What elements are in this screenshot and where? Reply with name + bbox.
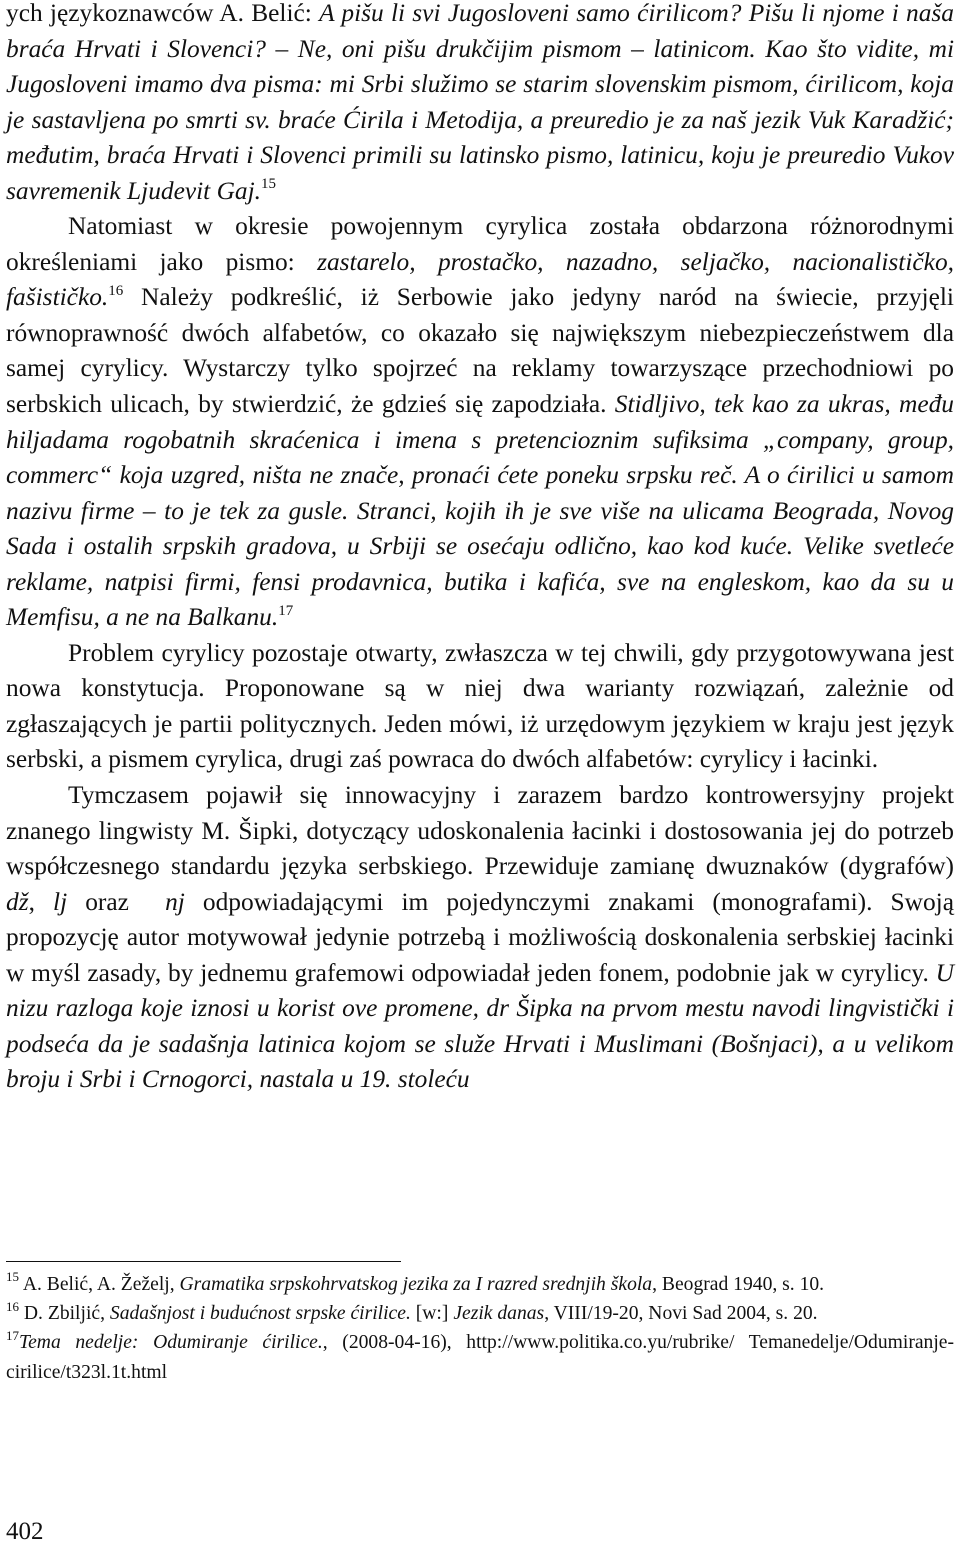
paragraph-sipka-project: [6, 778, 954, 1098]
footnote-15: [6, 1270, 954, 1299]
text-run: Natomiast w okresie powojennym cyrylica została obdarzona różnorodnymi określeniami jako pismo:: [6, 212, 954, 276]
italic-quote: U nizu razloga koje iznosi u korist ove promene, dr Šipka na prvom mestu navodi lingvistički i podseća da je sadašnja latinica kojom se služe Hrvati i Muslimani (Bošnjaci), a u velikom broju i Srbi i Crnogorci, nastala u 19. stoleću: [6, 958, 954, 1094]
text-run: D. Zbiljić,: [19, 1303, 110, 1325]
text-run: odpowiadającymi im pojedynczymi znakami (monografami). Swoją propozycję autor motywował jedynie potrzebą i możliwością doskonalenia serbskiej łacinki w myśl zasady, by jednemu grafemowi odpowiadał jeden fonem, podobnie jak w cyrylicy.: [6, 887, 954, 987]
paragraph-cyrillic-labels: [6, 209, 954, 636]
footnote-title: Tema nedelje: Odumiranje ćirilice.: [19, 1332, 323, 1354]
italic-quote: A pišu li svi Jugosloveni samo ćirilicom? Pišu li njome i naša braća Hrvati i Slovenci? – Ne, oni pišu drukčijim pismom – latinicom. Kao što vidite, mi Jugosloveni imamo dva pisma: mi Srbi služimo se starim slovenskim pismom, ćirilicom, koja je sastavljena po smrti sv. braće Ćirila i Metodija, a preuredio je za naš jezik Vuk Karadžić; međutim, braća Hrvati i Slovenci primili su latinsko pismo, latinicu, koju je preuredio Vukov savremenik Ljudevit Gaj.: [6, 0, 954, 205]
footnote-number: 15: [6, 1269, 19, 1285]
footnote-title: Sadašnjost i budućnost srpske ćirilice.: [109, 1303, 411, 1325]
footnote-ref-15: 15: [261, 176, 277, 193]
footnote-title: Gramatika srpskohrvatskog jezika za I razred srednjih škola: [179, 1274, 653, 1295]
footnote-16: [6, 1299, 954, 1328]
text-run: , VIII/19-20, Novi Sad 2004, s. 20.: [544, 1303, 818, 1325]
digraph-nj: nj: [165, 887, 185, 916]
italic-labels: zastarelo, prostačko, nazadno, seljačko, nacionalističko, fašističko.: [6, 247, 954, 312]
footnote-number: 17: [6, 1327, 19, 1343]
digraph-dz: dž: [6, 887, 29, 916]
text-run: [w:]: [410, 1303, 454, 1325]
paragraph-constitution: Problem cyrylicy pozostaje otwarty, zwłaszcza w tej chwili, gdy przygotowywana jest nowa konstytucja. Proponowane są w niej dwa warianty rozwiązań, zależnie od zgłaszających je partii politycznych. Jeden mówi, iż urzędowym językiem w kraju jest język serbski, a pismem cyrylica, drugi zaś powraca do dwóch alfabetów: cyrylicy i łacinki.: [6, 638, 954, 774]
paragraph-quote-continuation: [6, 0, 954, 209]
text-run: Należy podkreślić, iż Serbowie jako jedyny naród na świecie, przyjęli równoprawność dwóch alfabetów, co okazało się największym niebezpieczeństwem dla samej cyrylicy. Wystarczy tylko spojrzeć na reklamy towarzyszące przechodniowi po serbskich ulicach, by stwierdzić, że gdzieś się zapodziała.: [6, 283, 954, 419]
text-run: ych językoznawców A. Belić:: [6, 0, 320, 27]
footnotes: [6, 1270, 954, 1387]
footnote-link[interactable]: , (2008-04-16), http://www.politika.co.yu/rubrike/ Temanedelje/Odumiranje-cirilice/t323l.1t.html: [6, 1332, 955, 1383]
footnote-17: [6, 1328, 954, 1386]
digraph-lj: lj: [53, 887, 68, 916]
text-run: A. Belić, A. Žeželj,: [19, 1274, 180, 1295]
text-run: Tymczasem pojawił się innowacyjny i zarazem bardzo kontrowersyjny projekt znanego lingwisty M. Šipki, dotyczący udoskonalenia łacinki i dostosowania jej do potrzeb współczesnego standardu języka serbskiego. Przewiduje zamianę dwuznaków (dygrafów): [6, 781, 954, 881]
footnote-number: 16: [6, 1298, 19, 1314]
text-run: oraz: [67, 887, 166, 916]
footnote-ref-16: 16: [108, 282, 124, 299]
footnote-ref-17: 17: [278, 602, 294, 619]
footnote-separator: [6, 1261, 401, 1262]
text-run: ,: [28, 887, 54, 916]
footnote-journal: Jezik danas: [453, 1303, 545, 1325]
body-text: [6, 0, 954, 1098]
italic-quote: Stidljivo, tek kao za ukras, među hiljadama rogobatnih skraćenica i imena s pretencioznim sufiksima „company, group, commerc“ koja uzgred, ništa ne znače, pronaći ćete poneku srpsku reč. A o ćirilici u samom nazivu firme – to je tek za gusle. Stranci, kojih ih je sve više na ulicama Beograda, Novog Sada i ostalih srpskih gradova, u Srbiji se osećaju odlično, kao kod kuće. Velike svetleće reklame, natpisi firmi, fensi prodavnica, butika i kafića, sve na engleskom, kao da su u Memfisu, a ne na Balkanu.: [6, 390, 955, 632]
text-run: , Beograd 1940, s. 10.: [652, 1274, 825, 1295]
page-number: 402: [6, 1518, 44, 1545]
